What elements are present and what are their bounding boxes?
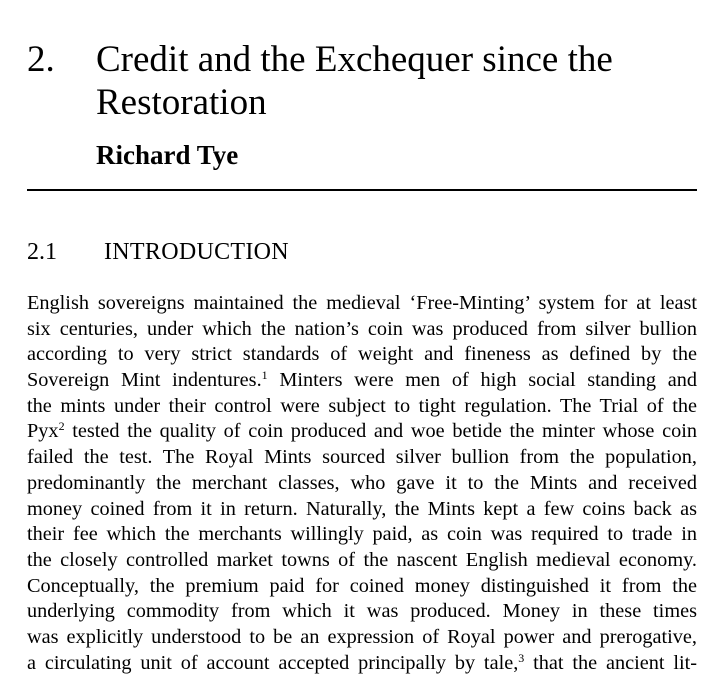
body-paragraph	[27, 291, 697, 676]
chapter-author: Richard Tye	[96, 140, 239, 170]
body-line: their fee which the merchants willingly paid, as coin was required to trade in	[27, 523, 697, 546]
chapter-heading	[96, 38, 696, 124]
section-title: INTRODUCTION	[104, 239, 289, 265]
body-line: the mints under their control were subject to tight regulation. The Trial of the	[27, 394, 697, 417]
title-divider	[27, 189, 697, 191]
chapter-title-line-2: Restoration	[96, 82, 267, 123]
body-line: Conceptually, the premium paid for coined money distinguished it from the	[27, 574, 697, 597]
section-number: 2.1	[27, 239, 57, 265]
body-line: was explicitly understood to be an expression of Royal power and prerogative,	[27, 625, 697, 648]
body-line: the closely controlled market towns of the nascent English medieval economy.	[27, 548, 697, 571]
footnote-marker[interactable]: 2	[58, 419, 65, 434]
footnote-marker[interactable]: 3	[518, 650, 525, 665]
body-line: failed the test. The Royal Mints sourced silver bullion from the population,	[27, 446, 697, 469]
body-line: according to very strict standards of weight and fineness as defined by the	[27, 343, 697, 366]
body-line: a circulating unit of account accepted principally by tale,$^3$ that the ancient lit-	[27, 650, 698, 674]
chapter-number: 2.	[27, 39, 55, 80]
body-line: money coined from it in return. Naturally, the Mints kept a few coins back as	[27, 497, 697, 520]
footnote-marker[interactable]: 1	[261, 368, 268, 383]
body-line: predominantly the merchant classes, who gave it to the Mints and received	[27, 471, 697, 494]
body-line: English sovereigns maintained the medieval ‘Free-Minting’ system for at least	[27, 292, 697, 314]
body-line: Pyx$^2$ tested the quality of coin produced and woe betide the minter whose coin	[27, 419, 697, 443]
body-line: six centuries, under which the nation’s coin was produced from silver bullion	[27, 317, 697, 340]
book-page	[27, 0, 698, 674]
chapter-title-line-1: Credit and the Exchequer since the	[96, 39, 613, 80]
body-line: Sovereign Mint indentures.$^1$ Minters were men of high social standing and	[27, 368, 697, 392]
body-line: underlying commodity from which it was produced. Money in these times	[27, 600, 697, 623]
